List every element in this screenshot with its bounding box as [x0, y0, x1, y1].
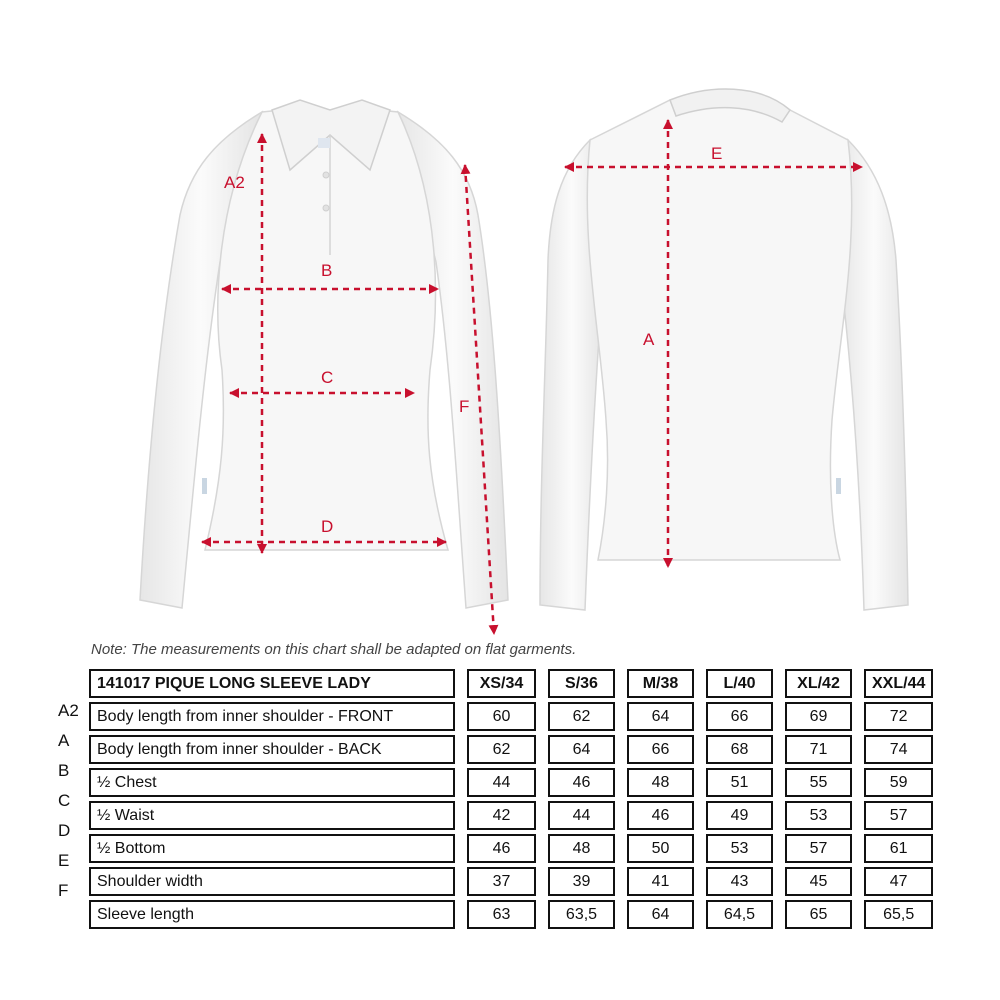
label-b: B	[321, 261, 333, 280]
measurement-value: 37	[468, 868, 535, 895]
back-side-tag	[836, 478, 841, 494]
measurement-value: 51	[707, 769, 772, 796]
measurement-value: 66	[628, 736, 693, 763]
measurement-value: 57	[865, 802, 932, 829]
table-row	[90, 901, 932, 928]
label-a2: A2	[224, 173, 245, 192]
measurement-value: 46	[628, 802, 693, 829]
measurement-label: Body length from inner shoulder - BACK	[90, 736, 454, 763]
measurement-label: Sleeve length	[90, 901, 454, 928]
side-tag	[202, 478, 207, 494]
measurement-value: 61	[865, 835, 932, 862]
row-code: E	[58, 851, 70, 870]
measurement-value: 55	[786, 769, 851, 796]
size-header: M/38	[628, 670, 693, 697]
measurement-value: 64	[628, 901, 693, 928]
measurement-label: ½ Waist	[90, 802, 454, 829]
label-a: A	[643, 330, 655, 349]
measurement-value: 48	[549, 835, 614, 862]
button-2	[323, 205, 329, 211]
row-code: B	[58, 761, 70, 780]
table-row	[90, 769, 932, 796]
measurement-value: 42	[468, 802, 535, 829]
measurement-label: Body length from inner shoulder - FRONT	[90, 703, 454, 730]
measurement-value: 71	[786, 736, 851, 763]
measurement-value: 63,5	[549, 901, 614, 928]
label-f: F	[459, 397, 470, 416]
measurement-value: 50	[628, 835, 693, 862]
measurement-value: 74	[865, 736, 932, 763]
measurement-value: 46	[468, 835, 535, 862]
measurement-value: 43	[707, 868, 772, 895]
measurement-value: 53	[707, 835, 772, 862]
table-header-row	[90, 670, 932, 697]
label-e: E	[711, 144, 723, 163]
measurement-value: 62	[549, 703, 614, 730]
measurement-label: ½ Bottom	[90, 835, 454, 862]
measurement-value: 68	[707, 736, 772, 763]
measurement-value: 45	[786, 868, 851, 895]
measurement-value: 53	[786, 802, 851, 829]
measurement-label: Shoulder width	[90, 868, 454, 895]
row-code: F	[58, 881, 69, 900]
table-row	[90, 868, 932, 895]
brand-label	[318, 138, 330, 148]
size-table	[89, 669, 933, 929]
measurement-value: 39	[549, 868, 614, 895]
size-header: L/40	[707, 670, 772, 697]
front-shirt	[140, 100, 508, 634]
row-code: D	[58, 821, 71, 840]
measurement-value: 59	[865, 769, 932, 796]
measurement-value: 65	[786, 901, 851, 928]
measurement-value: 44	[468, 769, 535, 796]
table-row	[90, 703, 932, 730]
measurement-value: 66	[707, 703, 772, 730]
size-header: XL/42	[786, 670, 851, 697]
measurement-value: 64,5	[707, 901, 772, 928]
measurement-value: 64	[628, 703, 693, 730]
measurement-value: 57	[786, 835, 851, 862]
label-c: C	[321, 368, 334, 387]
label-d: D	[321, 517, 334, 536]
measurement-value: 41	[628, 868, 693, 895]
measurement-value: 65,5	[865, 901, 932, 928]
size-header: XXL/44	[865, 670, 932, 697]
row-code: A	[58, 731, 70, 750]
table-row	[90, 802, 932, 829]
table-title: 141017 PIQUE LONG SLEEVE LADY	[90, 670, 454, 697]
measurement-value: 49	[707, 802, 772, 829]
measurement-value: 44	[549, 802, 614, 829]
measurement-value: 64	[549, 736, 614, 763]
row-code: A2	[58, 701, 79, 720]
button-1	[323, 172, 329, 178]
measurement-value: 60	[468, 703, 535, 730]
measurement-value: 46	[549, 769, 614, 796]
measurement-value: 69	[786, 703, 851, 730]
note-text: Note: The measurements on this chart shall be adapted on flat garments.	[91, 641, 577, 658]
back-body	[587, 93, 851, 560]
size-header: S/36	[549, 670, 614, 697]
table-row	[90, 736, 932, 763]
measurement-value: 47	[865, 868, 932, 895]
measurement-value: 72	[865, 703, 932, 730]
measurement-value: 63	[468, 901, 535, 928]
measurement-value: 62	[468, 736, 535, 763]
row-code: C	[58, 791, 71, 810]
table-row	[90, 835, 932, 862]
size-header: XS/34	[468, 670, 535, 697]
measurement-label: ½ Chest	[90, 769, 454, 796]
measurement-value: 48	[628, 769, 693, 796]
back-shirt	[540, 89, 908, 610]
